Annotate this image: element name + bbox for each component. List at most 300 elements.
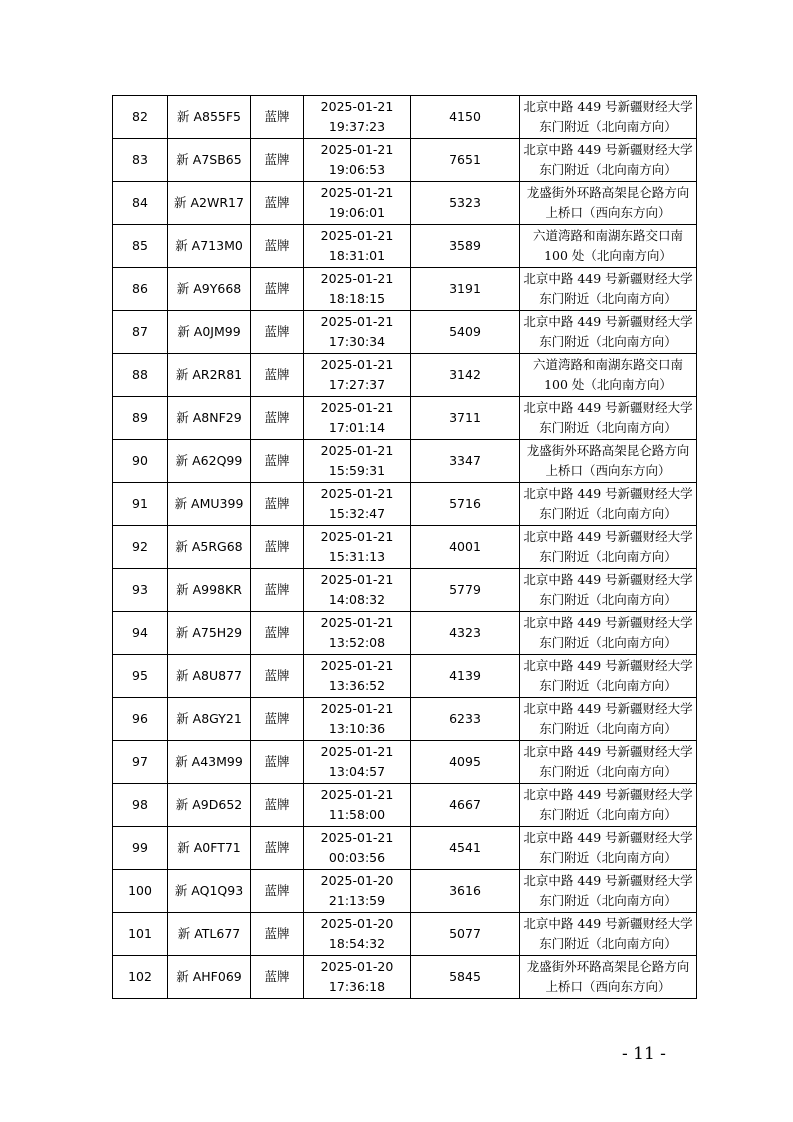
datetime-time-text: 15:32:47 (328, 506, 386, 521)
datetime-date-text: 2025-01-21 (320, 400, 394, 415)
row-number-cell (113, 483, 168, 526)
row-number-no-text: 84 (132, 195, 148, 210)
datetime-date-text: 2025-01-20 (320, 873, 394, 888)
row-number-no-text: 85 (132, 238, 148, 253)
code-code-text: 4095 (449, 754, 481, 769)
datetime-time-text: 17:01:14 (328, 420, 386, 435)
code-cell (411, 526, 520, 569)
plate-number-cell (168, 827, 251, 870)
location-cell (520, 870, 697, 913)
location-loc2-text: 东门附近（北向南方向） (539, 291, 677, 306)
plate-number-cell (168, 870, 251, 913)
location-cell (520, 612, 697, 655)
code-cell (411, 96, 520, 139)
datetime-time-text: 13:52:08 (328, 635, 386, 650)
plate-number-cell (168, 784, 251, 827)
row-number-no-text: 86 (132, 281, 148, 296)
plate-number-plate-text: 新 A9Y668 (176, 281, 242, 296)
plate-color-cell (251, 526, 304, 569)
location-loc2-text: 上桥口（西向东方向） (545, 463, 671, 478)
code-code-text: 4139 (449, 668, 481, 683)
code-cell (411, 225, 520, 268)
location-loc2-text: 东门附近（北向南方向） (539, 420, 677, 435)
plate-number-cell (168, 225, 251, 268)
location-loc2-text: 东门附近（北向南方向） (539, 678, 677, 693)
plate-color-cell (251, 698, 304, 741)
location-loc1-text: 北京中路 449 号新疆财经大学 (523, 787, 693, 802)
row-number-cell (113, 397, 168, 440)
row-number-no-text: 89 (132, 410, 148, 425)
plate-color-color-text: 蓝牌 (264, 324, 290, 339)
location-loc1-text: 北京中路 449 号新疆财经大学 (523, 486, 693, 501)
location-loc2-text: 东门附近（北向南方向） (539, 721, 677, 736)
code-code-text: 5716 (449, 496, 481, 511)
plate-number-cell (168, 612, 251, 655)
datetime-time-text: 14:08:32 (328, 592, 386, 607)
table-row (113, 268, 697, 311)
datetime-cell (304, 827, 411, 870)
table-row (113, 784, 697, 827)
plate-number-plate-text: 新 A8GY21 (176, 711, 242, 726)
datetime-date-text: 2025-01-21 (320, 658, 394, 673)
datetime-time-text: 18:31:01 (328, 248, 386, 263)
code-cell (411, 397, 520, 440)
location-loc2-text: 东门附近（北向南方向） (539, 807, 677, 822)
datetime-cell (304, 96, 411, 139)
datetime-time-text: 13:10:36 (328, 721, 386, 736)
row-number-no-text: 96 (132, 711, 148, 726)
plate-number-cell (168, 956, 251, 999)
plate-number-plate-text: 新 A62Q99 (175, 453, 243, 468)
datetime-cell (304, 182, 411, 225)
plate-number-plate-text: 新 A2WR17 (174, 195, 244, 210)
row-number-cell (113, 268, 168, 311)
datetime-time-text: 17:30:34 (328, 334, 386, 349)
location-loc1-text: 北京中路 449 号新疆财经大学 (523, 271, 693, 286)
location-loc2-text: 东门附近（北向南方向） (539, 635, 677, 650)
page-number: - 11 - (622, 1044, 666, 1064)
datetime-cell (304, 956, 411, 999)
datetime-date-text: 2025-01-21 (320, 185, 394, 200)
row-number-cell (113, 354, 168, 397)
code-code-text: 5077 (449, 926, 481, 941)
location-loc1-text: 北京中路 449 号新疆财经大学 (523, 701, 693, 716)
code-code-text: 5779 (449, 582, 481, 597)
plate-color-color-text: 蓝牌 (264, 582, 290, 597)
row-number-no-text: 101 (128, 926, 152, 941)
location-loc1-text: 六道湾路和南湖东路交口南 (532, 357, 683, 372)
plate-number-plate-text: 新 A7SB65 (176, 152, 242, 167)
plate-color-cell (251, 96, 304, 139)
plate-number-plate-text: 新 AMU399 (174, 496, 244, 511)
plate-color-color-text: 蓝牌 (264, 539, 290, 554)
table-row (113, 139, 697, 182)
plate-number-plate-text: 新 A9D652 (175, 797, 243, 812)
violation-records-table (112, 95, 697, 999)
datetime-time-text: 19:06:01 (328, 205, 386, 220)
row-number-no-text: 83 (132, 152, 148, 167)
datetime-time-text: 18:18:15 (328, 291, 386, 306)
plate-color-cell (251, 225, 304, 268)
datetime-date-text: 2025-01-21 (320, 529, 394, 544)
code-cell (411, 698, 520, 741)
location-cell (520, 440, 697, 483)
plate-color-cell (251, 612, 304, 655)
code-cell (411, 483, 520, 526)
row-number-cell (113, 956, 168, 999)
row-number-cell (113, 655, 168, 698)
plate-number-cell (168, 741, 251, 784)
datetime-date-text: 2025-01-20 (320, 916, 394, 931)
code-code-text: 3711 (449, 410, 481, 425)
code-code-text: 5409 (449, 324, 481, 339)
location-cell (520, 354, 697, 397)
location-loc2-text: 东门附近（北向南方向） (539, 764, 677, 779)
code-code-text: 5323 (449, 195, 481, 210)
table-row (113, 397, 697, 440)
row-number-no-text: 99 (132, 840, 148, 855)
plate-number-plate-text: 新 AR2R81 (175, 367, 243, 382)
location-cell (520, 569, 697, 612)
datetime-cell (304, 354, 411, 397)
location-cell (520, 139, 697, 182)
plate-number-plate-text: 新 AHF069 (176, 969, 242, 984)
location-loc1-text: 六道湾路和南湖东路交口南 (532, 228, 683, 243)
datetime-time-text: 13:04:57 (328, 764, 386, 779)
row-number-no-text: 102 (128, 969, 152, 984)
plate-color-cell (251, 311, 304, 354)
datetime-date-text: 2025-01-21 (320, 830, 394, 845)
plate-color-cell (251, 870, 304, 913)
plate-number-plate-text: 新 A43M99 (175, 754, 243, 769)
row-number-cell (113, 698, 168, 741)
datetime-date-text: 2025-01-21 (320, 615, 394, 630)
row-number-no-text: 93 (132, 582, 148, 597)
plate-color-color-text: 蓝牌 (264, 152, 290, 167)
location-cell (520, 397, 697, 440)
table-row (113, 741, 697, 784)
plate-number-cell (168, 354, 251, 397)
plate-color-color-text: 蓝牌 (264, 109, 290, 124)
table-row (113, 870, 697, 913)
table-row (113, 311, 697, 354)
location-loc2-text: 东门附近（北向南方向） (539, 506, 677, 521)
table-row (113, 225, 697, 268)
row-number-no-text: 100 (128, 883, 152, 898)
plate-color-cell (251, 569, 304, 612)
plate-color-color-text: 蓝牌 (264, 195, 290, 210)
datetime-cell (304, 913, 411, 956)
row-number-cell (113, 612, 168, 655)
location-loc1-text: 北京中路 449 号新疆财经大学 (523, 400, 693, 415)
row-number-cell (113, 569, 168, 612)
row-number-cell (113, 784, 168, 827)
row-number-cell (113, 139, 168, 182)
code-code-text: 3347 (449, 453, 481, 468)
table-body (113, 96, 697, 999)
code-cell (411, 956, 520, 999)
datetime-date-text: 2025-01-21 (320, 271, 394, 286)
plate-color-color-text: 蓝牌 (264, 496, 290, 511)
datetime-cell (304, 569, 411, 612)
location-loc2-text: 东门附近（北向南方向） (539, 850, 677, 865)
location-loc1-text: 龙盛街外环路高架昆仑路方向 (526, 959, 690, 974)
code-cell (411, 354, 520, 397)
row-number-cell (113, 96, 168, 139)
code-code-text: 6233 (449, 711, 481, 726)
datetime-time-text: 21:13:59 (328, 893, 386, 908)
location-loc1-text: 北京中路 449 号新疆财经大学 (523, 99, 693, 114)
plate-number-cell (168, 268, 251, 311)
datetime-cell (304, 483, 411, 526)
code-cell (411, 655, 520, 698)
code-cell (411, 268, 520, 311)
location-cell (520, 483, 697, 526)
plate-color-cell (251, 440, 304, 483)
table-row (113, 182, 697, 225)
code-cell (411, 311, 520, 354)
location-cell (520, 311, 697, 354)
table-row (113, 96, 697, 139)
row-number-no-text: 98 (132, 797, 148, 812)
location-loc2-text: 100 处（北向南方向） (544, 377, 672, 392)
table-row (113, 956, 697, 999)
table-row (113, 698, 697, 741)
plate-color-cell (251, 354, 304, 397)
plate-color-color-text: 蓝牌 (264, 840, 290, 855)
plate-number-cell (168, 698, 251, 741)
location-loc2-text: 东门附近（北向南方向） (539, 893, 677, 908)
datetime-cell (304, 655, 411, 698)
location-cell (520, 96, 697, 139)
datetime-date-text: 2025-01-21 (320, 228, 394, 243)
code-code-text: 7651 (449, 152, 481, 167)
code-cell (411, 827, 520, 870)
code-code-text: 4323 (449, 625, 481, 640)
plate-color-color-text: 蓝牌 (264, 453, 290, 468)
row-number-no-text: 92 (132, 539, 148, 554)
code-code-text: 4541 (449, 840, 481, 855)
row-number-no-text: 94 (132, 625, 148, 640)
location-loc2-text: 上桥口（西向东方向） (545, 979, 671, 994)
location-loc1-text: 北京中路 449 号新疆财经大学 (523, 142, 693, 157)
datetime-cell (304, 784, 411, 827)
table-row (113, 913, 697, 956)
plate-number-cell (168, 440, 251, 483)
code-code-text: 5845 (449, 969, 481, 984)
datetime-date-text: 2025-01-21 (320, 142, 394, 157)
datetime-cell (304, 440, 411, 483)
datetime-date-text: 2025-01-21 (320, 314, 394, 329)
location-loc2-text: 东门附近（北向南方向） (539, 592, 677, 607)
plate-color-color-text: 蓝牌 (264, 367, 290, 382)
location-cell (520, 655, 697, 698)
plate-number-plate-text: 新 AQ1Q93 (174, 883, 244, 898)
plate-number-plate-text: 新 A0JM99 (177, 324, 241, 339)
datetime-cell (304, 225, 411, 268)
table-row (113, 354, 697, 397)
code-cell (411, 139, 520, 182)
plate-number-plate-text: 新 A998KR (176, 582, 242, 597)
plate-color-color-text: 蓝牌 (264, 754, 290, 769)
code-code-text: 3589 (449, 238, 481, 253)
location-cell (520, 268, 697, 311)
location-loc1-text: 北京中路 449 号新疆财经大学 (523, 314, 693, 329)
plate-color-color-text: 蓝牌 (264, 883, 290, 898)
plate-color-cell (251, 483, 304, 526)
location-loc2-text: 东门附近（北向南方向） (539, 936, 677, 951)
datetime-date-text: 2025-01-20 (320, 959, 394, 974)
row-number-cell (113, 913, 168, 956)
row-number-no-text: 88 (132, 367, 148, 382)
plate-color-cell (251, 913, 304, 956)
row-number-no-text: 91 (132, 496, 148, 511)
datetime-cell (304, 870, 411, 913)
location-loc1-text: 北京中路 449 号新疆财经大学 (523, 916, 693, 931)
plate-number-plate-text: 新 A5RG68 (175, 539, 243, 554)
location-cell (520, 741, 697, 784)
plate-color-cell (251, 182, 304, 225)
datetime-time-text: 13:36:52 (328, 678, 386, 693)
datetime-cell (304, 268, 411, 311)
plate-number-cell (168, 311, 251, 354)
datetime-time-text: 15:31:13 (328, 549, 386, 564)
row-number-no-text: 90 (132, 453, 148, 468)
plate-number-cell (168, 96, 251, 139)
location-cell (520, 913, 697, 956)
table-row (113, 612, 697, 655)
code-code-text: 4150 (449, 109, 481, 124)
plate-color-cell (251, 827, 304, 870)
row-number-no-text: 82 (132, 109, 148, 124)
datetime-time-text: 15:59:31 (328, 463, 386, 478)
location-cell (520, 182, 697, 225)
plate-color-cell (251, 268, 304, 311)
datetime-date-text: 2025-01-21 (320, 701, 394, 716)
location-cell (520, 698, 697, 741)
plate-number-plate-text: 新 A8NF29 (176, 410, 242, 425)
plate-color-color-text: 蓝牌 (264, 281, 290, 296)
plate-color-cell (251, 139, 304, 182)
table-row (113, 526, 697, 569)
plate-color-color-text: 蓝牌 (264, 797, 290, 812)
datetime-cell (304, 397, 411, 440)
row-number-cell (113, 741, 168, 784)
datetime-time-text: 19:06:53 (328, 162, 386, 177)
datetime-date-text: 2025-01-21 (320, 99, 394, 114)
plate-number-cell (168, 139, 251, 182)
plate-number-cell (168, 397, 251, 440)
row-number-cell (113, 870, 168, 913)
plate-color-cell (251, 784, 304, 827)
plate-number-cell (168, 526, 251, 569)
location-cell (520, 784, 697, 827)
plate-number-cell (168, 913, 251, 956)
code-cell (411, 182, 520, 225)
datetime-cell (304, 139, 411, 182)
code-cell (411, 870, 520, 913)
datetime-time-text: 17:36:18 (328, 979, 386, 994)
datetime-time-text: 11:58:00 (328, 807, 386, 822)
plate-color-color-text: 蓝牌 (264, 711, 290, 726)
plate-number-cell (168, 655, 251, 698)
datetime-date-text: 2025-01-21 (320, 744, 394, 759)
code-code-text: 3616 (449, 883, 481, 898)
table-row (113, 569, 697, 612)
location-loc1-text: 北京中路 449 号新疆财经大学 (523, 615, 693, 630)
code-code-text: 4001 (449, 539, 481, 554)
code-cell (411, 440, 520, 483)
table-row (113, 655, 697, 698)
table-row (113, 827, 697, 870)
plate-number-cell (168, 483, 251, 526)
location-loc2-text: 上桥口（西向东方向） (545, 205, 671, 220)
location-loc2-text: 东门附近（北向南方向） (539, 119, 677, 134)
plate-number-plate-text: 新 A8U877 (176, 668, 242, 683)
row-number-cell (113, 311, 168, 354)
location-loc1-text: 北京中路 449 号新疆财经大学 (523, 830, 693, 845)
plate-number-plate-text: 新 A713M0 (175, 238, 243, 253)
location-loc2-text: 东门附近（北向南方向） (539, 549, 677, 564)
datetime-cell (304, 612, 411, 655)
plate-color-cell (251, 956, 304, 999)
plate-color-cell (251, 741, 304, 784)
plate-color-color-text: 蓝牌 (264, 410, 290, 425)
location-loc1-text: 龙盛街外环路高架昆仑路方向 (526, 185, 690, 200)
row-number-no-text: 95 (132, 668, 148, 683)
datetime-time-text: 19:37:23 (328, 119, 386, 134)
datetime-date-text: 2025-01-21 (320, 572, 394, 587)
code-code-text: 3191 (449, 281, 481, 296)
location-loc1-text: 北京中路 449 号新疆财经大学 (523, 658, 693, 673)
plate-color-cell (251, 397, 304, 440)
datetime-cell (304, 741, 411, 784)
plate-color-cell (251, 655, 304, 698)
datetime-date-text: 2025-01-21 (320, 486, 394, 501)
location-loc2-text: 东门附近（北向南方向） (539, 334, 677, 349)
location-loc2-text: 东门附近（北向南方向） (539, 162, 677, 177)
code-cell (411, 784, 520, 827)
code-cell (411, 569, 520, 612)
row-number-cell (113, 827, 168, 870)
location-loc1-text: 北京中路 449 号新疆财经大学 (523, 572, 693, 587)
location-cell (520, 526, 697, 569)
datetime-time-text: 00:03:56 (328, 850, 386, 865)
code-code-text: 4667 (449, 797, 481, 812)
location-loc1-text: 龙盛街外环路高架昆仑路方向 (526, 443, 690, 458)
location-cell (520, 827, 697, 870)
datetime-time-text: 17:27:37 (328, 377, 386, 392)
code-cell (411, 741, 520, 784)
plate-color-color-text: 蓝牌 (264, 238, 290, 253)
row-number-no-text: 87 (132, 324, 148, 339)
code-code-text: 3142 (449, 367, 481, 382)
location-loc1-text: 北京中路 449 号新疆财经大学 (523, 744, 693, 759)
code-cell (411, 612, 520, 655)
row-number-cell (113, 225, 168, 268)
plate-number-cell (168, 182, 251, 225)
location-cell (520, 956, 697, 999)
row-number-no-text: 97 (132, 754, 148, 769)
location-loc1-text: 北京中路 449 号新疆财经大学 (523, 873, 693, 888)
table-row (113, 440, 697, 483)
code-cell (411, 913, 520, 956)
table-row (113, 483, 697, 526)
plate-number-cell (168, 569, 251, 612)
plate-number-plate-text: 新 A0FT71 (177, 840, 241, 855)
datetime-date-text: 2025-01-21 (320, 357, 394, 372)
plate-number-plate-text: 新 ATL677 (177, 926, 241, 941)
